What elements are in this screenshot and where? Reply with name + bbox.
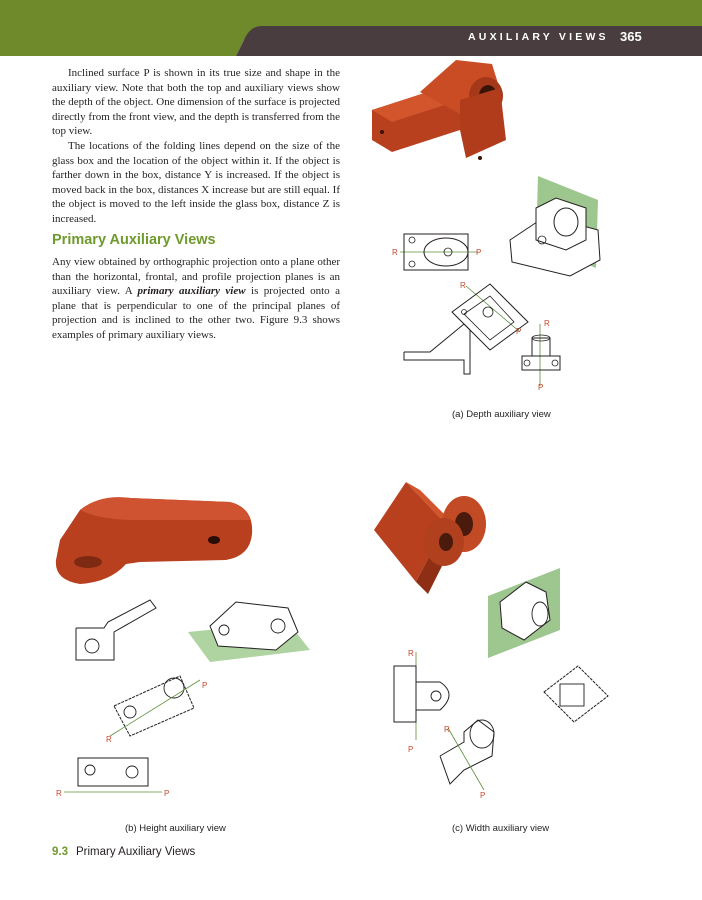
figure-a-label-r3: R (544, 319, 550, 328)
figure-c-auxiliary-view (440, 720, 494, 800)
figure-b-front-view (76, 600, 156, 660)
figure-b-label-p1: P (202, 681, 208, 690)
section-text-after: is projected onto a plane that is perpendicular to one of the principal planes of projection and is inclined to the other two. Figure 9.3 shows examples of primary auxiliary views. (52, 285, 340, 341)
figure-a-caption: (a) Depth auxiliary view (452, 409, 551, 420)
paragraph-2: The locations of the folding lines depend on the size of the glass box and the location of the object within it. If the object is farther down in the box, distance Y is increased. If the object is moved back in the box, distances X increase but are still equal. If the object is moved to the left inside the glass box, distance Z is increased. (52, 139, 340, 225)
running-title: AUXILIARY VIEWS (468, 31, 609, 43)
figure-a-front-view (404, 324, 470, 374)
figure-a-drawing (360, 40, 660, 410)
section-term: primary auxiliary view (137, 285, 246, 298)
figure-a-label-r1: R (392, 248, 398, 257)
figure-c-caption: (c) Width auxiliary view (452, 823, 550, 834)
paragraph-1: Inclined surface P is shown in its true size and shape in the auxiliary view. Note that both the top and auxiliary views show the depth of the object. One dimension of the surface is projected directly from the front view, and the depth is transferred from the top view. (52, 67, 340, 138)
figure-c-label-r2: R (444, 725, 450, 734)
body-text (52, 66, 340, 227)
figure-c-label-p1: P (408, 745, 414, 754)
footer-figure-number: 9.3 (52, 846, 68, 858)
figure-a-label-p1: P (476, 248, 482, 257)
section-text (52, 255, 340, 343)
figure-c-top-view (544, 666, 608, 722)
figure-c-glass-box (488, 568, 560, 658)
figure-b-label-r1: R (106, 735, 112, 744)
figure-a-label-r2: R (460, 281, 466, 290)
section-text-before: Any view obtained by orthographic projection onto a plane other than the horizontal, frontal, and profile projection planes is an auxiliary view. A (52, 256, 340, 298)
page-number: 365 (620, 29, 642, 44)
figure-b-auxiliary-view (106, 676, 207, 744)
figure-c-label-r1: R (408, 649, 414, 658)
footer-figure-title: Primary Auxiliary Views (76, 846, 196, 858)
figure-a-model (372, 60, 506, 160)
figure-b-label-p2: P (164, 789, 170, 798)
figure-c-side-view (394, 649, 449, 754)
figure-a-label-p2: P (516, 327, 522, 336)
figure-a-label-p3: P (538, 383, 544, 392)
figure-a-top-view (392, 234, 481, 270)
figure-b-top-view (56, 758, 169, 798)
figure-b-model (56, 497, 252, 584)
figure-b-caption: (b) Height auxiliary view (125, 823, 226, 834)
figure-c-label-p2: P (480, 791, 486, 800)
figure-c-drawing (360, 470, 660, 810)
figure-c-model (374, 482, 486, 594)
page-footer (52, 846, 195, 858)
figure-a-glass-box (510, 176, 600, 276)
section-heading: Primary Auxiliary Views (52, 232, 216, 248)
figure-b-label-r2: R (56, 789, 62, 798)
figure-a-auxiliary-view (452, 281, 528, 350)
figure-b-glass-box (188, 602, 310, 662)
figure-a-side-view (522, 319, 560, 392)
figure-b-drawing (40, 480, 340, 810)
